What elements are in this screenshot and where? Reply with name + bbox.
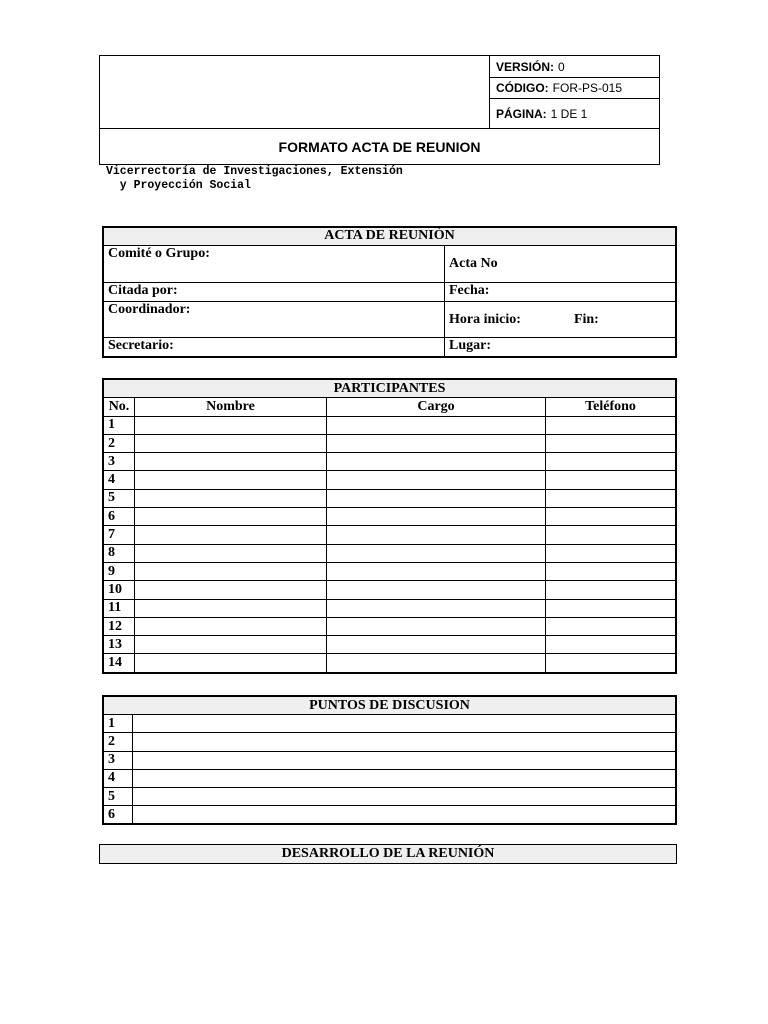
meeting-development-header: DESARROLLO DE LA REUNIÓN	[99, 844, 677, 864]
version-label: VERSIÓN:	[496, 59, 555, 74]
participant-position-cell[interactable]	[327, 544, 546, 562]
participant-position-cell[interactable]	[327, 654, 546, 673]
document-header	[99, 55, 660, 165]
document-title: FORMATO ACTA DE REUNION	[278, 138, 481, 155]
participant-number: 10	[103, 581, 135, 599]
participant-name-cell[interactable]	[135, 526, 327, 544]
discussion-row	[103, 769, 676, 787]
participant-position-cell[interactable]	[327, 416, 546, 434]
participant-name-cell[interactable]	[135, 453, 327, 471]
participant-phone-cell[interactable]	[546, 416, 677, 434]
code-row	[490, 78, 659, 99]
participant-phone-cell[interactable]	[546, 489, 677, 507]
participant-position-cell[interactable]	[327, 471, 546, 489]
participant-position-cell[interactable]	[327, 434, 546, 452]
participants-caption: PARTICIPANTES	[103, 379, 676, 398]
participant-name-cell[interactable]	[135, 581, 327, 599]
participant-row	[103, 453, 676, 471]
start-time-label: Hora inicio:	[449, 311, 521, 327]
participant-name-cell[interactable]	[135, 434, 327, 452]
participant-phone-cell[interactable]	[546, 636, 677, 654]
participant-row	[103, 562, 676, 580]
participant-row	[103, 599, 676, 617]
participant-number: 9	[103, 562, 135, 580]
time-field	[445, 302, 677, 338]
participant-row	[103, 434, 676, 452]
participant-name-cell[interactable]	[135, 562, 327, 580]
participant-number: 14	[103, 654, 135, 673]
discussion-text-cell[interactable]	[133, 787, 677, 805]
logo-area	[100, 56, 490, 129]
participant-row	[103, 489, 676, 507]
participant-position-cell[interactable]	[327, 526, 546, 544]
meeting-info-table	[102, 226, 677, 358]
participant-row	[103, 416, 676, 434]
discussion-number: 5	[103, 787, 133, 805]
col-header-phone: Teléfono	[546, 398, 677, 416]
discussion-row	[103, 787, 676, 805]
participant-number: 12	[103, 617, 135, 635]
col-header-position: Cargo	[327, 398, 546, 416]
discussion-points-table	[102, 695, 677, 825]
discussion-row	[103, 733, 676, 751]
page-row	[490, 99, 659, 129]
participant-phone-cell[interactable]	[546, 617, 677, 635]
participant-number: 1	[103, 416, 135, 434]
meeting-info-caption: ACTA DE REUNIÓN	[103, 227, 676, 246]
participant-row	[103, 526, 676, 544]
participant-number: 3	[103, 453, 135, 471]
acta-number-field: Acta No	[445, 246, 677, 283]
participant-number: 7	[103, 526, 135, 544]
participant-number: 11	[103, 599, 135, 617]
participant-number: 2	[103, 434, 135, 452]
participant-row	[103, 581, 676, 599]
participant-position-cell[interactable]	[327, 581, 546, 599]
discussion-text-cell[interactable]	[133, 733, 677, 751]
participant-phone-cell[interactable]	[546, 581, 677, 599]
discussion-caption: PUNTOS DE DISCUSION	[103, 696, 676, 715]
participant-position-cell[interactable]	[327, 562, 546, 580]
participant-phone-cell[interactable]	[546, 562, 677, 580]
discussion-number: 1	[103, 715, 133, 733]
participant-row	[103, 654, 676, 673]
participant-name-cell[interactable]	[135, 471, 327, 489]
code-label: CÓDIGO:	[496, 81, 549, 95]
participant-number: 8	[103, 544, 135, 562]
participant-row	[103, 636, 676, 654]
participant-position-cell[interactable]	[327, 508, 546, 526]
col-header-no: No.	[103, 398, 135, 416]
participant-phone-cell[interactable]	[546, 471, 677, 489]
discussion-row	[103, 806, 676, 825]
discussion-text-cell[interactable]	[133, 715, 677, 733]
participant-phone-cell[interactable]	[546, 453, 677, 471]
discussion-row	[103, 715, 676, 733]
coordinator-field: Coordinador:	[103, 302, 445, 338]
committee-field: Comité o Grupo:	[103, 246, 445, 283]
participant-name-cell[interactable]	[135, 544, 327, 562]
participant-name-cell[interactable]	[135, 617, 327, 635]
end-time-label: Fin:	[573, 311, 599, 327]
version-row	[490, 56, 659, 78]
participant-phone-cell[interactable]	[546, 508, 677, 526]
participant-name-cell[interactable]	[135, 508, 327, 526]
participants-table	[102, 378, 677, 674]
participant-number: 5	[103, 489, 135, 507]
participant-number: 4	[103, 471, 135, 489]
participant-position-cell[interactable]	[327, 489, 546, 507]
participant-number: 13	[103, 636, 135, 654]
page-label: PÁGINA:	[496, 106, 547, 121]
participant-row	[103, 471, 676, 489]
discussion-text-cell[interactable]	[133, 769, 677, 787]
participant-position-cell[interactable]	[327, 636, 546, 654]
participant-position-cell[interactable]	[327, 617, 546, 635]
discussion-text-cell[interactable]	[133, 751, 677, 769]
code-value: FOR-PS-015	[552, 81, 623, 95]
participant-row	[103, 617, 676, 635]
participant-name-cell[interactable]	[135, 599, 327, 617]
participant-phone-cell[interactable]	[546, 654, 677, 673]
participant-name-cell[interactable]	[135, 489, 327, 507]
secretary-field: Secretario:	[103, 338, 445, 358]
discussion-number: 4	[103, 769, 133, 787]
called-by-field: Citada por:	[103, 283, 445, 302]
participant-name-cell[interactable]	[135, 636, 327, 654]
participant-name-cell[interactable]	[135, 416, 327, 434]
discussion-number: 6	[103, 806, 133, 825]
participant-position-cell[interactable]	[327, 599, 546, 617]
version-value: 0	[558, 59, 565, 74]
participant-position-cell[interactable]	[327, 453, 546, 471]
discussion-text-cell[interactable]	[133, 806, 677, 825]
participant-phone-cell[interactable]	[546, 526, 677, 544]
discussion-number: 2	[103, 733, 133, 751]
participant-phone-cell[interactable]	[546, 599, 677, 617]
col-header-name: Nombre	[135, 398, 327, 416]
participant-row	[103, 544, 676, 562]
page-value: 1 DE 1	[550, 106, 588, 121]
participant-name-cell[interactable]	[135, 654, 327, 673]
participant-number: 6	[103, 508, 135, 526]
discussion-row	[103, 751, 676, 769]
place-field: Lugar:	[445, 338, 677, 358]
department-name: Vicerrectoría de Investigaciones, Extensión y Proyección Social	[106, 165, 403, 192]
discussion-number: 3	[103, 751, 133, 769]
participant-row	[103, 508, 676, 526]
participant-phone-cell[interactable]	[546, 434, 677, 452]
participant-phone-cell[interactable]	[546, 544, 677, 562]
date-field: Fecha:	[445, 283, 677, 302]
